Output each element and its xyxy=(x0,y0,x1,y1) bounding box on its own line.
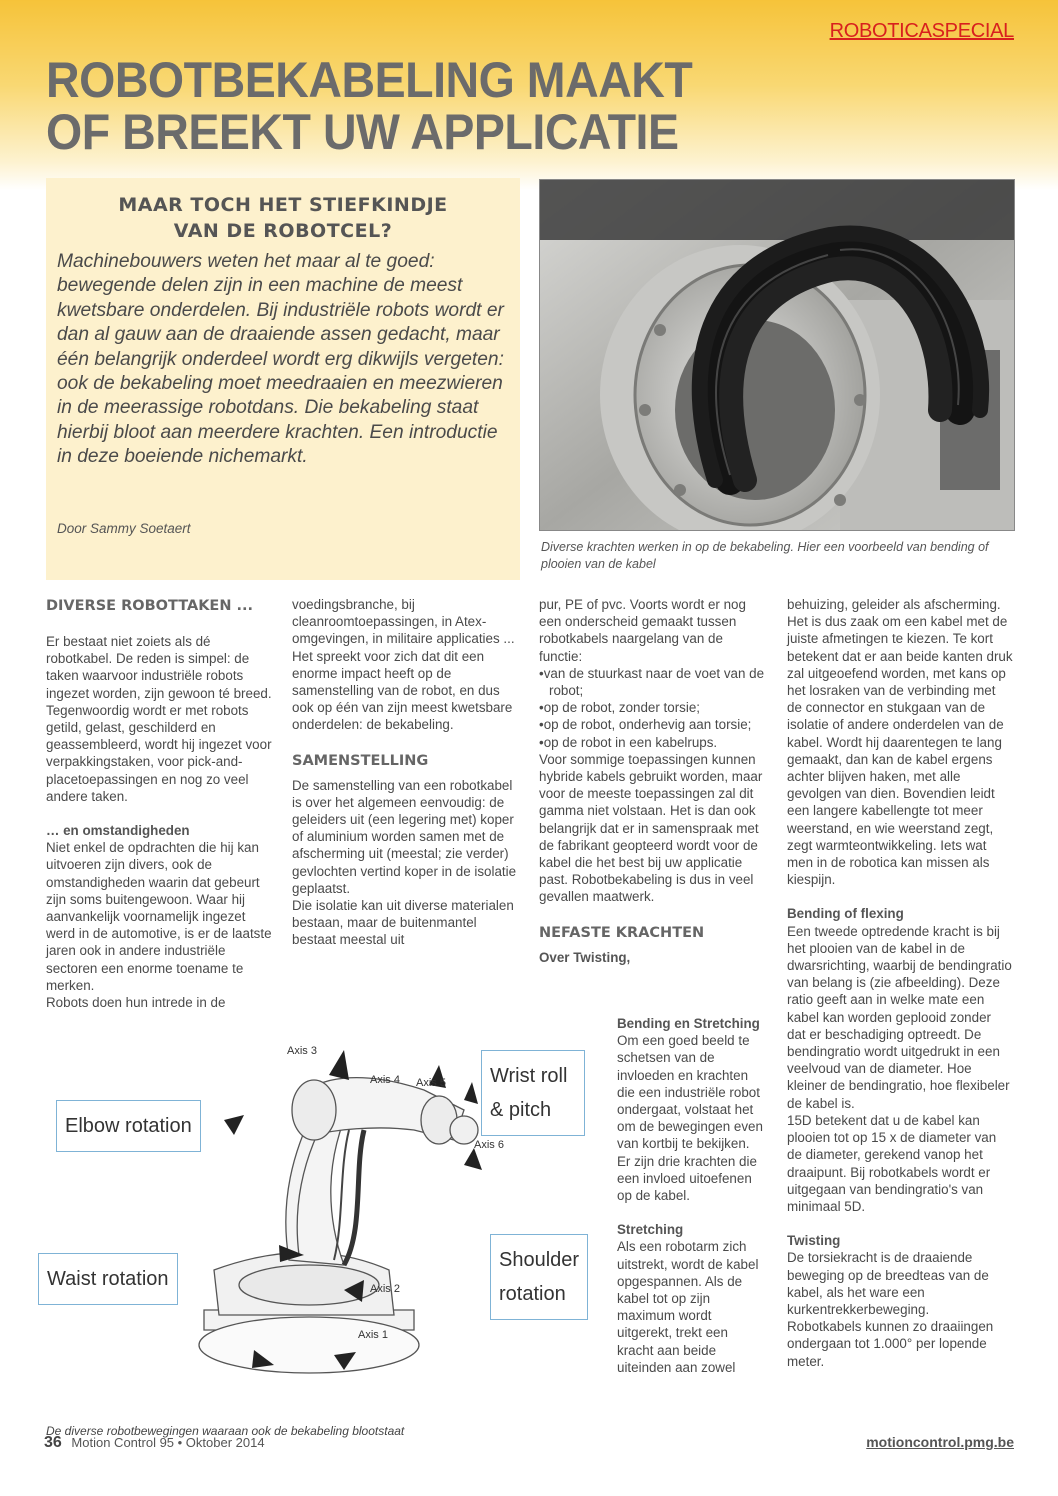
axis-6-label: Axis 6 xyxy=(474,1139,504,1151)
intro-subtitle xyxy=(46,192,520,244)
photo-caption: Diverse krachten werken in op de bekabeling. Hier een voorbeeld van bending of plooien van de kabel xyxy=(541,540,989,571)
headline-line-1: ROBOTBEKABELING MAAKT xyxy=(46,52,693,108)
website-link[interactable]: motioncontrol.pmg.be xyxy=(866,1434,1014,1450)
heading-bending-flexing: Bending of flexing xyxy=(787,906,904,922)
heading-twisting: Twisting xyxy=(787,1233,841,1249)
paragraph: Om een goed beeld te schetsen van de invloeden en krachten die een industriële robot ondergaat, volstaat het om de bewegingen even van kortbij te bekijken. xyxy=(617,1033,763,1152)
paragraph: Robots doen hun intrede in de xyxy=(46,995,226,1011)
axis-1-label: Axis 1 xyxy=(358,1329,388,1341)
elbow-rotation-label: Elbow rotation xyxy=(56,1100,201,1152)
author-byline: Door Sammy Soetaert xyxy=(57,521,191,536)
intro-box xyxy=(46,178,520,580)
axis-3-label: Axis 3 xyxy=(287,1045,317,1057)
wrist-label-line-2: & pitch xyxy=(490,1099,552,1121)
shoulder-rotation-label xyxy=(490,1234,588,1320)
paragraph: De torsiekracht is de draaiende beweging op de breedteas van de kabel, als het ware een kurkentrekkerbeweging. xyxy=(787,1250,989,1317)
paragraph: Er zijn drie krachten die een invloed uitoefenen op de kabel. xyxy=(617,1153,757,1204)
column-2 xyxy=(292,596,518,949)
paragraph: Die isolatie kan uit diverse materialen bestaan, maar de buitenmantel bestaat meestal uit xyxy=(292,898,514,948)
figure-caption: De diverse robotbewegingen waaraan ook de bekabeling blootstaat xyxy=(46,1424,405,1438)
shoulder-label-line-1: Shoulder xyxy=(499,1249,580,1271)
axis-5-label: Axis 5 xyxy=(416,1077,446,1089)
section-tag: ROBOTICASPECIAL xyxy=(829,20,1014,42)
heading-nefaste-krachten: NEFASTE KRACHTEN xyxy=(539,924,705,941)
cable-photo-illustration xyxy=(540,180,1014,530)
intro-subtitle-line-2: VAN DE ROBOTCEL? xyxy=(173,220,393,242)
heading-bending-stretching: Bending en Stretching xyxy=(617,1016,760,1031)
page-number: 36 xyxy=(44,1434,62,1451)
waist-rotation-label: Waist rotation xyxy=(38,1253,178,1305)
intro-subtitle-line-1: MAAR TOCH HET STIEFKINDJE xyxy=(118,194,448,216)
paragraph: Er bestaat niet zoiets als dé robotkabel. De reden is simpel: de taken waarvoor industriële robots ingezet worden, zijn gewoon té breed. Tegenwoordig wordt er met robots getild, gelast, geschilderd en geassembleerd, wordt hij ingezet voor verpakkingstaken, voor pick-and-placetoepassingen en nog zo veel andere taken. xyxy=(46,634,272,804)
paragraph: Robotkabels kunnen zo draaiingen ondergaan tot 1.000° per lopende meter. xyxy=(787,1319,994,1369)
list-item: •op de robot in een kabelrups. xyxy=(539,734,718,750)
footer-issue xyxy=(44,1434,265,1452)
paragraph: Voor sommige toepassingen kunnen hybride kabels gebruikt worden, maar voor de meeste toepassingen zal dit gamma niet volstaan. Het is dan ook belangrijk dat er in samenspraak met de fabrikant geopteerd wordt voor de kabel die het best bij uw applicatie past. Robotbekabeling is dus in veel gevallen maatwerk. xyxy=(539,751,763,905)
heading-over-twisting: Over Twisting, xyxy=(539,949,631,965)
list-item: •van de stuurkast naar de voet van de robot; xyxy=(539,665,765,699)
axis-4-label: Axis 4 xyxy=(370,1074,400,1086)
paragraph: pur, PE of pvc. Voorts wordt er nog een onderscheid gemaakt tussen robotkabels naargelang van de functie: xyxy=(539,597,746,664)
paragraph: voedingsbranche, bij cleanroomtoepassingen, in Atex-omgevingen, in militaire applicaties ... xyxy=(292,597,515,647)
paragraph: Het spreekt voor zich dat dit een enorme impact heeft op de samenstelling van de robot, en dus ook op één van zijn meest kwetsbare onderdelen: de bekabeling. xyxy=(292,648,513,733)
column-1 xyxy=(46,596,272,1011)
paragraph: Niet enkel de opdrachten die hij kan uitvoeren zijn divers, ook de omstandigheden waarin dat gebeurt zijn soms buitengewoon. Waar hij aanvankelijk voornamelijk ingezet werd in de automotive, is er de laatste jaren ook in andere industriële sectoren een enorme toename te merken. xyxy=(46,840,272,993)
wrist-label-line-1: Wrist roll xyxy=(490,1065,568,1087)
cable-photo xyxy=(539,179,1015,531)
paragraph: Een tweede optredende kracht is bij het plooien van de kabel in de dwarsrichting, waarbij de bendingratio van belang is (zie afbeelding). Deze ratio geeft aan in welke mate een kabel kan worden geplooid zonder dat er beschadiging optreedt. De bendingratio wordt uitgedrukt in een veelvoud van de diameter. Hoe kleiner de bendingratio, hoe flexibeler de kabel is. xyxy=(787,923,1012,1111)
issue-info: Motion Control 95 • Oktober 2014 xyxy=(71,1435,265,1450)
heading-samenstelling: SAMENSTELLING xyxy=(292,752,429,769)
robot-diagram xyxy=(44,1030,580,1422)
shoulder-label-line-2: rotation xyxy=(499,1283,566,1305)
intro-lead: Machinebouwers weten het maar al te goed: bewegende delen zijn in een machine de meest kwetsbare onderdelen. Bij industriële robots wordt er dan al gauw aan de draaiende assen gedacht, maar één belangrijk onderdeel wordt erg dikwijls vergeten: ook de bekabeling moet meedraaien en meezwieren in de meerassige robotdans. Die bekabeling staat hierbij bloot aan meerdere krachten. Een introductie in deze boeiende nichemarkt. xyxy=(57,251,504,468)
column-4 xyxy=(787,596,1013,1370)
heading-stretching: Stretching xyxy=(617,1222,684,1238)
headline-line-2: OF BREEKT UW APPLICATIE xyxy=(46,104,679,160)
wrist-roll-pitch-label xyxy=(481,1050,585,1136)
paragraph: 15D betekent dat u de kabel kan plooien tot op 15 x de diameter van de diameter, gerekend vanop het draaipunt. Bij robotkabels wordt er uitgegaan van bendingratio's van minimaal 5D. xyxy=(787,1112,997,1214)
list-item: •op de robot, zonder torsie; xyxy=(539,700,701,716)
heading-diverse-robottaken: DIVERSE ROBOTTAKEN ... xyxy=(46,598,254,614)
list-item: •op de robot, onderhevig aan torsie; xyxy=(539,717,752,733)
axis-2-label: Axis 2 xyxy=(370,1283,400,1295)
heading-omstandigheden: … en omstandigheden xyxy=(46,823,190,839)
paragraph: De samenstelling van een robotkabel is over het algemeen eenvoudig: de geleiders uit (een legering met) koper of aluminium worden samen met de afscherming uit (meestal; zie verder) gevlochten vertind koper in de isolatie geplaatst. xyxy=(292,777,517,896)
column-3-narrow xyxy=(617,1015,767,1376)
headline xyxy=(46,54,716,158)
column-3 xyxy=(539,596,767,966)
paragraph: behuizing, geleider als afscherming. Het is dus zaak om een kabel met de juiste afmetingen te kiezen. Te kort betekent dat er aan beide kanten druk zal uitgeoefend worden, met kans op het losraken van de verbinding met de connector en stukgaan van de isolatie of andere onderdelen van de kabel. Wordt hij daarentegen te lang gemaakt, dan kan de kabel ergens achter blijven haken, met alle gevolgen van dien. Bovendien leidt een langere kabellengte tot meer weerstand, en wie weerstand zegt, zegt warmteontwikkeling. Iets wat men in de robotica kan missen als kiespijn. xyxy=(787,597,1013,888)
paragraph: Als een robotarm zich uitstrekt, wordt de kabel opgespannen. Als de kabel tot op zijn maximum wordt uitgerekt, trekt een kracht aan beide uiteinden aan zowel xyxy=(617,1239,759,1375)
